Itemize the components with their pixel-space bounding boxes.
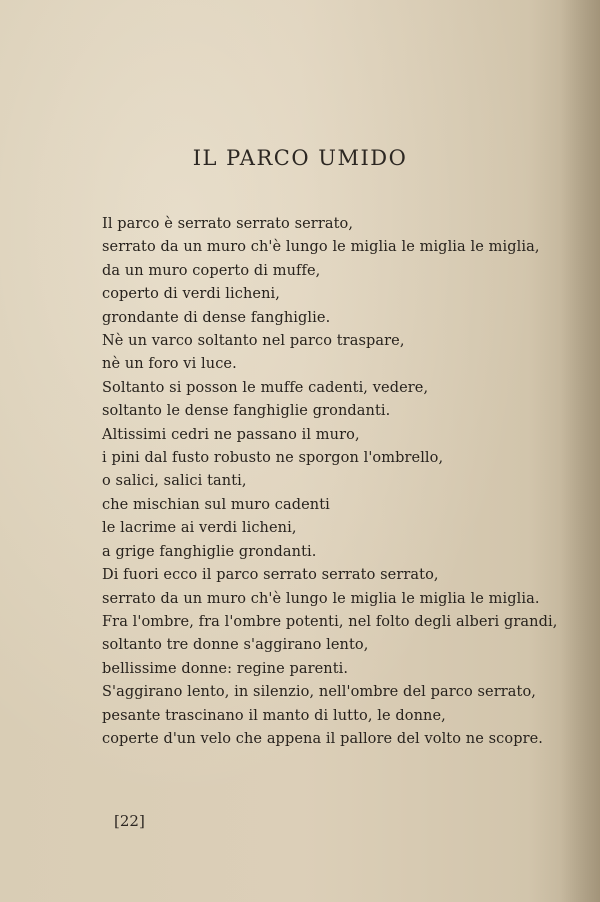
- poem-title: IL PARCO UMIDO: [192, 146, 408, 170]
- poem-line: Soltanto si posson le muffe cadenti, vedere,: [102, 379, 429, 396]
- poem-line: o salici, salici tanti,: [102, 473, 247, 490]
- poem-line: a grige fanghiglie grondanti.: [102, 543, 317, 560]
- poem-line: da un muro coperto di muffe,: [102, 262, 321, 279]
- poem-line: i pini dal fusto robusto ne sporgon l'ombrello,: [102, 450, 444, 467]
- poem-line: bellissime donne: regine parenti.: [102, 660, 349, 677]
- poem-line: Il parco è serrato serrato serrato,: [102, 216, 354, 232]
- poem-line: serrato da un muro ch'è lungo le miglia le miglia le miglia,: [102, 239, 540, 256]
- poem-line: grondante di dense fanghiglie.: [102, 309, 331, 326]
- poem-line: soltanto le dense fanghiglie grondanti.: [102, 403, 391, 420]
- poem-line: Fra l'ombre, fra l'ombre potenti, nel folto degli alberi grandi,: [102, 613, 558, 630]
- poem-line: coperto di verdi licheni,: [102, 286, 280, 303]
- poem-line: nè un foro vi luce.: [102, 356, 237, 373]
- poem-line: Di fuori ecco il parco serrato serrato serrato,: [102, 567, 439, 584]
- poem-line: pesante trascinano il manto di lutto, le donne,: [102, 707, 446, 724]
- poem-line: coperte d'un velo che appena il pallore del volto ne scopre.: [102, 730, 543, 747]
- poem-line: S'aggirano lento, in silenzio, nell'ombre del parco serrato,: [102, 684, 536, 701]
- poem-line: che mischian sul muro cadenti: [102, 496, 330, 513]
- poem-line: soltanto tre donne s'aggirano lento,: [102, 637, 369, 654]
- page-number: [22]: [114, 812, 145, 830]
- poem-line: Altissimi cedri ne passano il muro,: [102, 426, 360, 443]
- poem-line: Nè un varco soltanto nel parco traspare,: [102, 333, 405, 350]
- poem-line: serrato da un muro ch'è lungo le miglia le miglia le miglia.: [102, 590, 540, 607]
- page-edge-shadow: [560, 0, 600, 902]
- poem-line: le lacrime ai verdi licheni,: [102, 520, 297, 537]
- poem-body: [102, 213, 562, 751]
